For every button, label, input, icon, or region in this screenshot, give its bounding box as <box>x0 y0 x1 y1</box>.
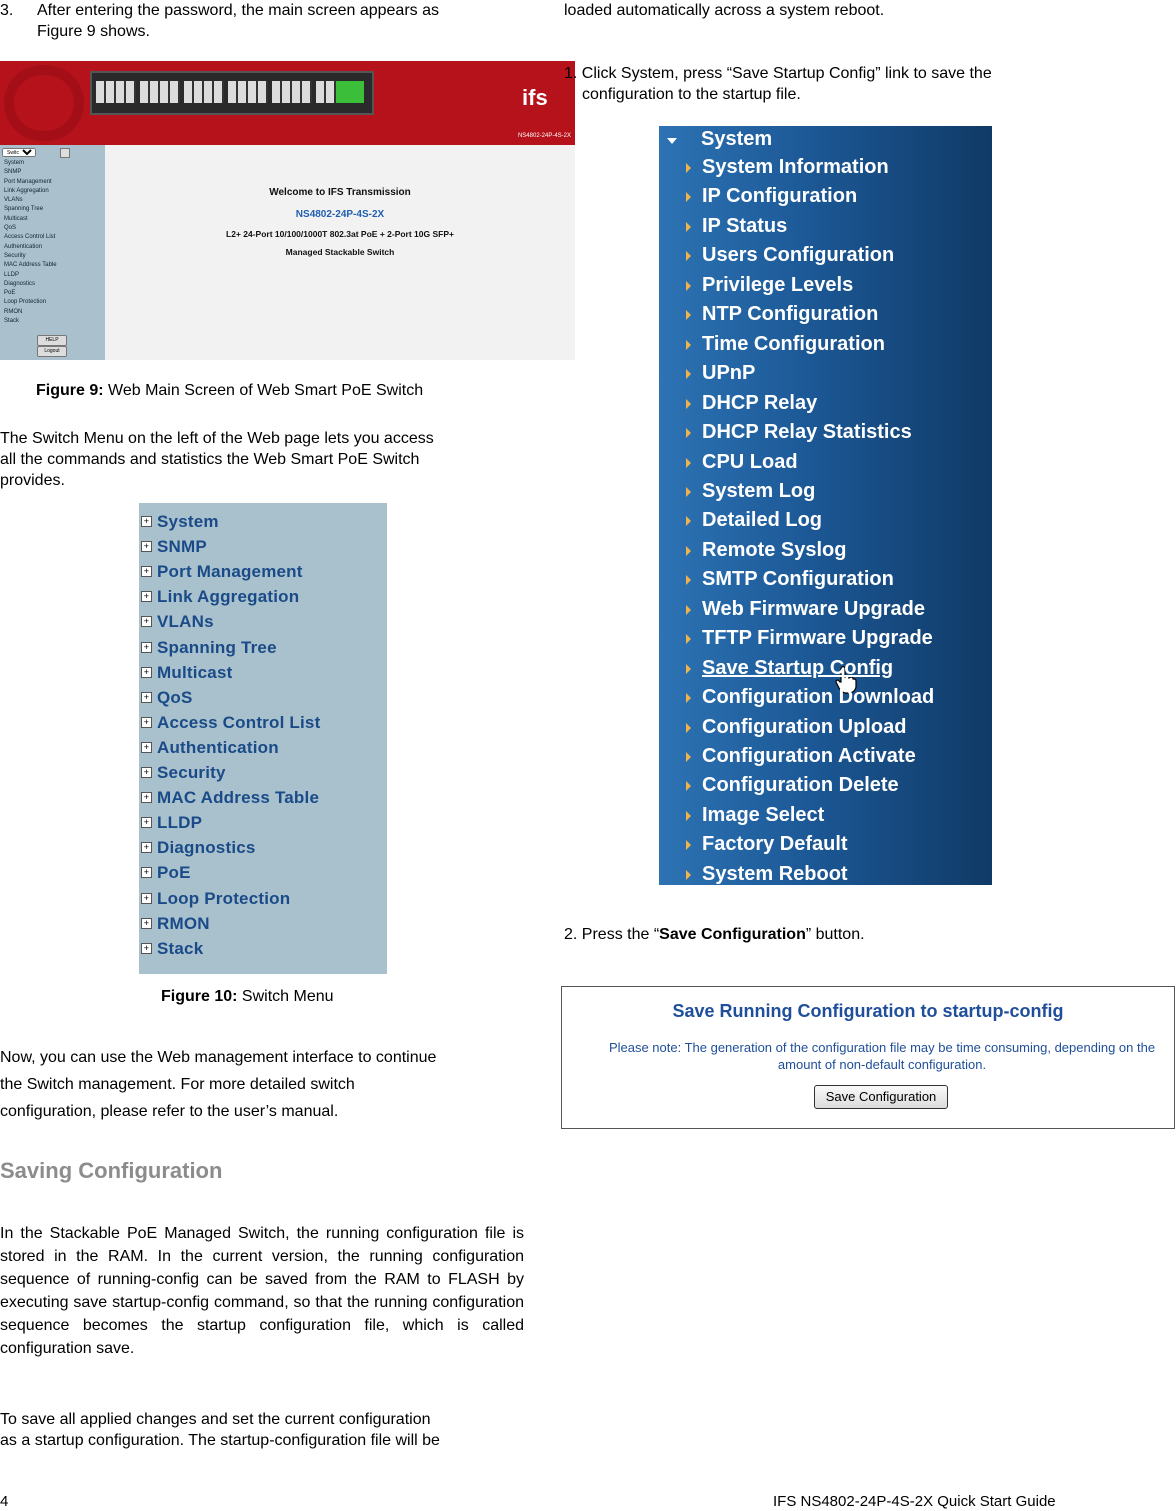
fig9-menu-list <box>0 159 57 326</box>
fig9-sidebar-item[interactable]: QoS <box>4 225 17 232</box>
bullet-arrow-icon <box>686 163 691 173</box>
system-menu-item-label: System Information <box>702 156 889 178</box>
switch-menu-item[interactable] <box>143 788 320 808</box>
sfp-ports <box>336 81 364 103</box>
switch-menu-item[interactable] <box>143 587 300 607</box>
expand-plus-icon[interactable]: + <box>141 616 152 627</box>
system-menu-item[interactable] <box>702 568 894 591</box>
system-menu-item-label: CPU Load <box>702 450 798 473</box>
switch-menu-item-label: Loop Protection <box>157 888 291 908</box>
switch-menu-item-label: Spanning Tree <box>157 637 277 657</box>
bullet-arrow-icon <box>686 870 691 880</box>
expand-plus-icon[interactable]: + <box>141 867 152 878</box>
fig9-sidebar-item[interactable]: Authentication <box>4 243 43 250</box>
save-panel-title: Save Running Configuration to startup-config <box>672 1001 1064 1021</box>
system-menu-item[interactable] <box>702 156 889 179</box>
figure-10-caption <box>161 988 334 1006</box>
system-menu-item-label: DHCP Relay Statistics <box>702 421 912 444</box>
figure-9-caption <box>36 382 423 400</box>
bullet-arrow-icon <box>686 458 691 468</box>
switch-menu-item[interactable] <box>143 938 204 959</box>
switch-menu-item[interactable] <box>143 838 256 858</box>
expand-plus-icon[interactable]: + <box>141 692 152 703</box>
save-panel-note: Please note: The generation of the configuration file may be time consuming, depending on the amount of non-default configuration. <box>608 1040 1156 1072</box>
welcome-type: Managed Stackable Switch <box>285 247 395 257</box>
switch-menu-item[interactable] <box>143 662 233 683</box>
menu-intro-line1: The Switch Menu on the left of the Web page lets you access <box>0 430 434 447</box>
expand-plus-icon[interactable]: + <box>141 541 152 552</box>
expand-plus-icon[interactable]: + <box>141 842 152 853</box>
system-menu-item[interactable] <box>702 598 925 621</box>
switch-menu-item[interactable] <box>143 687 193 708</box>
bullet-arrow-icon <box>686 605 691 615</box>
step1-line2: configuration to the startup file. <box>582 86 801 103</box>
system-menu-item[interactable] <box>702 686 934 709</box>
expand-plus-icon[interactable]: + <box>141 566 152 577</box>
step3-text-line1: After entering the password, the main screen appears as <box>37 2 439 19</box>
save-configuration-button[interactable]: Save Configuration <box>814 1085 948 1109</box>
save-configuration-screenshot <box>561 986 1175 1129</box>
figure-10-caption-text: Switch Menu <box>237 988 334 1005</box>
system-menu-item-label: DHCP Relay <box>702 391 818 414</box>
system-menu-item[interactable] <box>702 244 894 267</box>
system-menu-item-label: Time Configuration <box>702 332 885 355</box>
now-line2: the Switch management. For more detailed switch <box>0 1076 355 1093</box>
system-menu-item-label: System Log <box>702 479 816 502</box>
system-menu-item-label: System Reboot <box>702 862 848 885</box>
expand-plus-icon[interactable]: + <box>141 742 152 753</box>
brand-logo: ifs <box>522 85 548 110</box>
switch-menu-item-label: MAC Address Table <box>157 788 320 808</box>
system-menu-item-label: Save Startup Config <box>702 656 894 679</box>
help-button[interactable]: HELP <box>37 335 67 346</box>
bullet-arrow-icon <box>686 516 691 526</box>
bullet-arrow-icon <box>686 340 691 350</box>
system-menu-item-label: Privilege Levels <box>702 273 854 296</box>
step2-text: 2. Press the “Save Configuration” button. <box>564 926 865 943</box>
expand-plus-icon[interactable]: + <box>141 943 152 954</box>
system-menu-item[interactable] <box>702 451 798 474</box>
section-title: Saving Configuration <box>0 1158 223 1183</box>
switch-menu-item[interactable] <box>143 512 219 532</box>
expand-plus-icon[interactable]: + <box>141 516 152 527</box>
bullet-arrow-icon <box>686 222 691 232</box>
system-menu-item[interactable] <box>702 745 916 768</box>
switch-menu-item-label: QoS <box>157 687 193 707</box>
page-number: 4 <box>0 1493 9 1510</box>
switch-menu-item-label: Stack <box>157 938 204 958</box>
welcome-text: Welcome to IFS Transmission <box>269 187 411 198</box>
system-menu-item-label: Configuration Download <box>702 686 935 709</box>
figure-10-label: Figure 10: <box>161 988 238 1005</box>
switch-menu-item-label: LLDP <box>157 813 203 833</box>
fig9-sidebar-item[interactable]: Access Control List <box>4 234 56 241</box>
fig9-sidebar-item[interactable]: System <box>4 160 25 166</box>
system-menu-item-label: Detailed Log <box>702 509 823 532</box>
system-menu-item[interactable] <box>702 480 815 503</box>
bullet-arrow-icon <box>686 634 691 644</box>
bullet-arrow-icon <box>686 781 691 791</box>
guide-title: IFS NS4802-24P-4S-2X Quick Start Guide <box>773 1493 1056 1510</box>
fig9-sidebar-item[interactable]: Stack <box>4 318 20 325</box>
system-menu-screenshot <box>659 126 992 885</box>
bullet-arrow-icon <box>686 281 691 291</box>
system-menu-item-label: NTP Configuration <box>702 303 879 326</box>
system-menu-item[interactable] <box>702 716 906 739</box>
step3-number: 3. <box>0 2 14 19</box>
fig9-sidebar-item[interactable]: Port Management <box>4 178 52 185</box>
switch-menu-item-label: Access Control List <box>157 712 321 732</box>
system-menu-item[interactable] <box>702 274 853 297</box>
system-menu-item[interactable] <box>702 215 787 238</box>
bullet-arrow-icon <box>686 811 691 821</box>
switch-menu-item[interactable] <box>143 863 191 883</box>
switch-menu-item-label: VLANs <box>157 612 214 632</box>
system-menu-item[interactable] <box>702 392 817 415</box>
system-menu-item[interactable] <box>702 539 846 562</box>
switch-menu-item[interactable] <box>143 913 210 934</box>
fig9-sidebar-item[interactable]: LLDP <box>4 271 20 278</box>
system-menu-item-label: Factory Default <box>702 833 848 856</box>
figure-9-label: Figure 9: <box>36 382 104 399</box>
bullet-arrow-icon <box>686 192 691 202</box>
menu-intro-line2: all the commands and statistics the Web Smart PoE Switch <box>0 451 420 468</box>
refresh-icon[interactable] <box>60 148 70 158</box>
expand-plus-icon[interactable]: + <box>141 918 152 929</box>
switch-menu-item-label: RMON <box>157 913 210 933</box>
system-menu-item-label: Remote Syslog <box>702 538 847 561</box>
bullet-arrow-icon <box>686 546 691 556</box>
switch-menu-item[interactable] <box>143 763 226 783</box>
loaded-line: loaded automatically across a system reboot. <box>564 2 885 19</box>
system-menu-item[interactable] <box>702 863 848 886</box>
system-menu-item-label: Configuration Upload <box>702 715 907 738</box>
fig9-sidebar-item[interactable]: Multicast <box>4 215 28 222</box>
expand-plus-icon[interactable]: + <box>141 817 152 828</box>
fig9-sidebar-item[interactable]: Spanning Tree <box>4 206 44 213</box>
brand-swirl-icon <box>4 65 84 141</box>
fig9-sidebar-item[interactable]: Diagnostics <box>4 280 36 287</box>
switch-menu-item-label: PoE <box>157 863 191 883</box>
port-groups <box>96 81 346 103</box>
system-menu-item[interactable] <box>702 774 899 797</box>
now-line1: Now, you can use the Web management interface to continue <box>0 1049 437 1066</box>
fig9-welcome-area <box>105 145 575 360</box>
header-banner <box>0 61 575 145</box>
expand-plus-icon[interactable]: + <box>141 717 152 728</box>
system-menu-item-label: Configuration Delete <box>702 774 899 797</box>
bullet-arrow-icon <box>686 369 691 379</box>
fig9-sidebar-item[interactable]: RMON <box>4 308 23 315</box>
system-menu-item-label: UPnP <box>702 362 756 385</box>
fig9-sidebar-item[interactable]: PoE <box>4 290 16 297</box>
expand-plus-icon[interactable]: + <box>141 591 152 602</box>
switch-menu-item-label: Security <box>157 763 226 782</box>
bullet-arrow-icon <box>686 752 691 762</box>
figure-9-web-main-screen <box>0 61 575 360</box>
step1-line1: 1. Click System, press “Save Startup Config” link to save the <box>564 65 992 82</box>
system-menu-item-label: SMTP Configuration <box>702 568 894 591</box>
fig9-sidebar <box>0 145 105 360</box>
fig9-sidebar-item[interactable]: Security <box>4 252 26 259</box>
switch-menu-item-label: Link Aggregation <box>157 587 300 607</box>
fig9-sidebar-item[interactable]: MAC Address Table <box>4 262 57 269</box>
switch-menu-item[interactable] <box>143 562 303 582</box>
expand-plus-icon[interactable]: + <box>141 642 152 653</box>
bullet-arrow-icon <box>686 664 691 674</box>
system-menu-item-label: IP Status <box>702 214 788 237</box>
system-menu-header[interactable]: System <box>681 128 772 151</box>
system-menu-item[interactable] <box>702 421 912 444</box>
bullet-arrow-icon <box>686 575 691 585</box>
switch-menu-item[interactable] <box>143 813 203 833</box>
system-menu-item[interactable] <box>702 362 755 385</box>
system-menu-item-label: IP Configuration <box>702 185 858 208</box>
step3-text-line2: Figure 9 shows. <box>37 23 150 40</box>
welcome-description: L2+ 24-Port 10/100/1000T 802.3at PoE + 2-Port 10G SFP+ <box>226 229 454 239</box>
system-menu-item-label: TFTP Firmware Upgrade <box>702 627 933 650</box>
system-menu-item-label: Image Select <box>702 803 825 826</box>
bullet-arrow-icon <box>686 428 691 438</box>
system-menu-item[interactable] <box>702 303 878 326</box>
step2-bold: Save Configuration <box>659 926 806 943</box>
system-menu-item[interactable] <box>702 627 933 650</box>
system-menu-item[interactable] <box>702 804 824 827</box>
switch-select[interactable] <box>2 148 36 157</box>
to-save-line1: To save all applied changes and set the current configuration <box>0 1411 431 1428</box>
fig9-sidebar-item[interactable]: VLANs <box>4 197 23 204</box>
expand-plus-icon[interactable]: + <box>141 667 152 678</box>
switch-menu-item-label: Port Management <box>157 562 303 582</box>
switch-menu-item-label: Diagnostics <box>157 838 256 858</box>
fig9-sidebar-item[interactable]: Loop Protection <box>4 299 47 306</box>
bullet-arrow-icon <box>686 251 691 261</box>
switch-menu-item[interactable] <box>143 737 279 758</box>
logout-button[interactable]: Logout <box>37 346 67 357</box>
bullet-arrow-icon <box>686 693 691 703</box>
switch-menu-item-label: Authentication <box>157 737 279 757</box>
now-line3: configuration, please refer to the user’s manual. <box>0 1103 339 1120</box>
bullet-arrow-icon <box>686 310 691 320</box>
expand-plus-icon[interactable]: + <box>141 792 152 803</box>
system-menu-item[interactable] <box>702 833 848 856</box>
bullet-arrow-icon <box>686 840 691 850</box>
system-menu-item-label: Configuration Activate <box>702 745 916 767</box>
system-menu-item[interactable] <box>702 509 822 532</box>
expand-plus-icon[interactable]: + <box>141 893 152 904</box>
expand-plus-icon[interactable]: + <box>141 767 152 778</box>
figure-10-switch-menu <box>139 503 387 974</box>
expand-arrow-icon <box>667 138 677 144</box>
bullet-arrow-icon <box>686 487 691 497</box>
fig9-sidebar-item[interactable]: SNMP <box>4 169 22 176</box>
menu-intro-line3: provides. <box>0 472 65 489</box>
welcome-model: NS4802-24P-4S-2X <box>295 209 385 220</box>
banner-model: NS4802-24P-4S-2X <box>517 133 571 139</box>
switch-menu-item-label: Multicast <box>157 662 233 682</box>
switch-menu-item-label: SNMP <box>157 537 207 557</box>
fig9-sidebar-item[interactable]: Link Aggregation <box>4 187 49 194</box>
switch-menu-item[interactable] <box>143 888 291 909</box>
system-menu-item-label: Users Configuration <box>702 244 895 267</box>
switch-menu-item[interactable] <box>143 537 207 557</box>
system-menu-item-label: Web Firmware Upgrade <box>702 597 926 620</box>
switch-menu-item-label: System <box>157 512 219 531</box>
bullet-arrow-icon <box>686 399 691 409</box>
switch-menu-item[interactable] <box>143 637 277 658</box>
system-menu-item[interactable] <box>702 333 885 356</box>
stackable-paragraph: In the Stackable PoE Managed Switch, the running configuration file is stored in the RAM. In the current version, the running configuration sequence of running-config can be saved from the RAM to FLASH by executing save startup-config command, so that the running configuration sequence becomes the startup configuration file, which is called configuration save. <box>0 1225 524 1357</box>
bullet-arrow-icon <box>686 723 691 733</box>
system-menu-item[interactable] <box>702 185 857 208</box>
switch-menu-item[interactable] <box>143 712 321 733</box>
system-menu-item[interactable] <box>702 657 893 680</box>
switch-menu-item[interactable] <box>143 612 214 632</box>
figure-9-caption-text: Web Main Screen of Web Smart PoE Switch <box>103 382 424 399</box>
to-save-line2: as a startup configuration. The startup-configuration file will be <box>0 1432 440 1449</box>
